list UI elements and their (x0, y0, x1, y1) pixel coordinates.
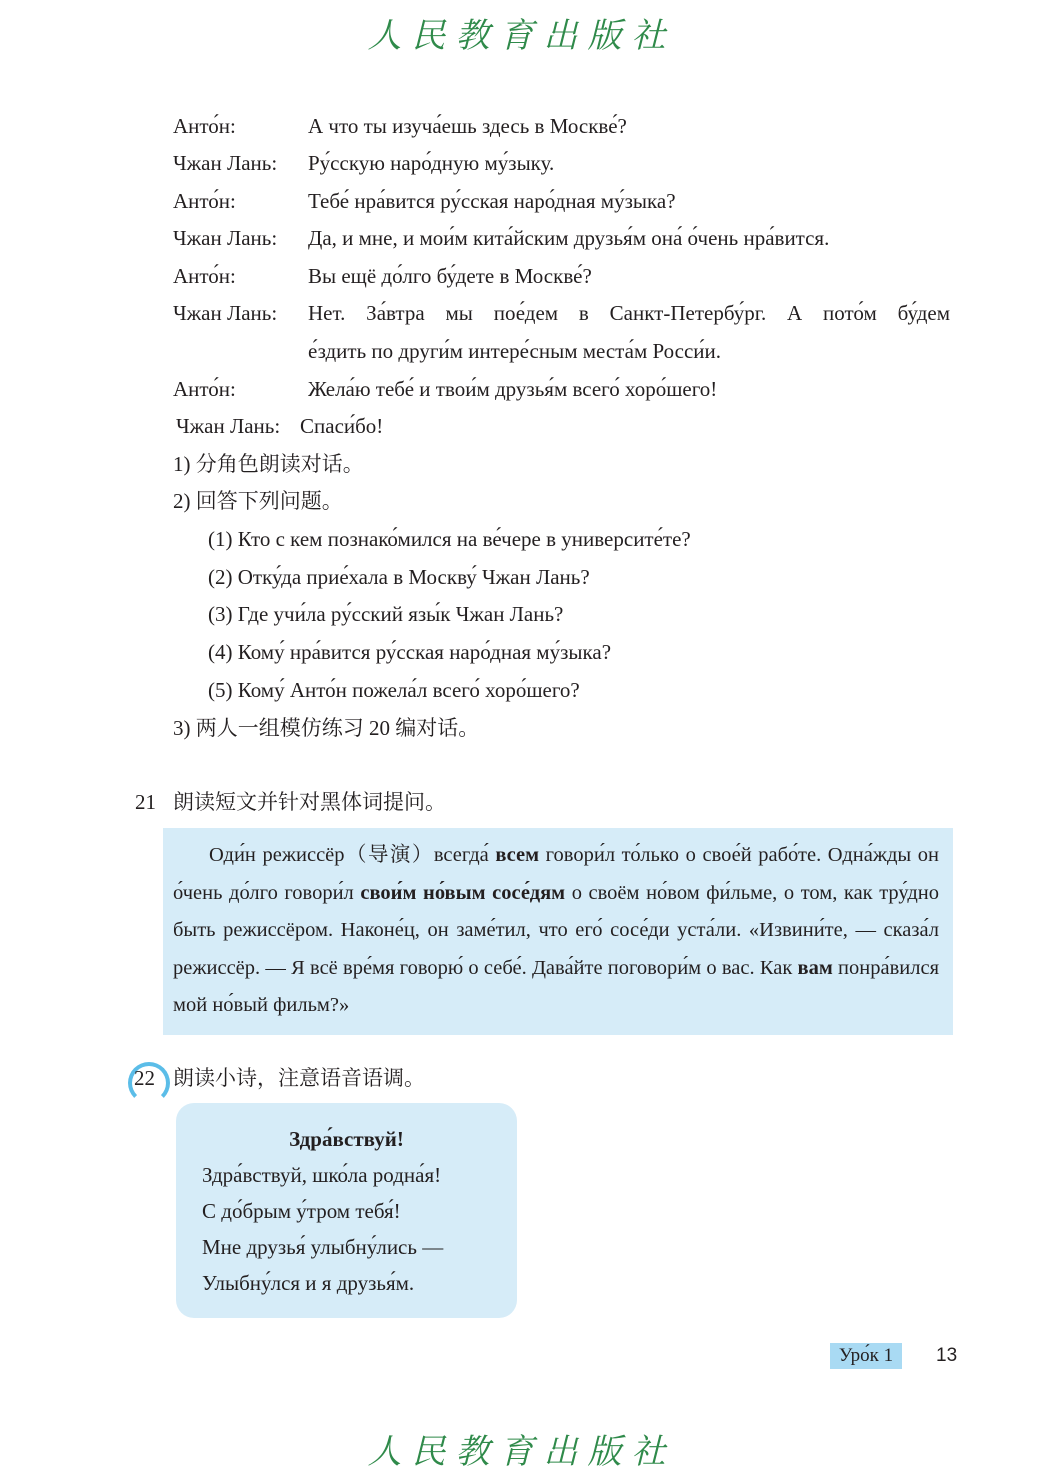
exercise-21-title: 朗读短文并针对黑体词提问。 (173, 790, 446, 814)
dialogue-line: Тебе́ нра́вится ру́сская наро́дная му́зыка? (308, 189, 676, 213)
dialogue-line: Спаси́бо! (300, 414, 384, 438)
task-3: 3) 两人一组模仿练习 20 编对话。 (173, 716, 480, 740)
reading-passage (163, 828, 953, 1025)
dialogue-speaker: Чжан Лань: (176, 414, 281, 438)
task-2: 2) 回答下列问题。 (173, 489, 343, 513)
task-1: 1) 分角色朗读对话。 (173, 452, 364, 476)
passage-text: Оди́н режиссёр（导演）всегда́ (209, 844, 496, 866)
dialogue-speaker: Чжан Лань: (173, 226, 278, 250)
dialogue-speaker: Анто́н: (173, 377, 236, 401)
dialogue-speaker: Анто́н: (173, 189, 236, 213)
exercise-22-number: 22 (134, 1066, 155, 1090)
exercise-22-title: 朗读小诗，注意语音语调。 (173, 1066, 425, 1090)
reading-passage-box (163, 828, 953, 1035)
question-item: (4) Кому́ нра́вится ру́сская наро́дная му́зыка? (208, 640, 612, 665)
dialogue-speaker: Чжан Лань: (173, 151, 278, 175)
passage-text: о своём но́вом фи́льме, о том, как тру́дно быть режиссёром. Наконе́ц, он заме́тил, что его́ сосе́ди уста́ли. «Извини́те, — сказа́л режиссёр. — Я всё вре́мя говорю́ о себе́. Дава́йте поговори́м о вас. Как (173, 881, 940, 979)
page-number: 13 (936, 1345, 958, 1366)
poem-line: С до́брым у́тром тебя́! (202, 1199, 401, 1223)
poem-line: Мне друзья́ улыбну́лись — (202, 1235, 444, 1259)
question-item: (1) Кто с кем познако́мился на ве́чере в университе́те? (208, 527, 691, 551)
poem-line: Здра́вствуй, шко́ла родна́я! (202, 1163, 442, 1187)
question-item: (2) Отку́да прие́хала в Москву́ Чжан Лань? (208, 564, 590, 589)
dialogue-line: Жела́ю тебе́ и твои́м друзья́м всего́ хоро́шего! (308, 377, 718, 401)
dialogue-line: Нет. За́втра мы пое́дем в Санкт-Петербу́рг. А пото́м бу́дем (308, 301, 950, 325)
question-item: (5) Кому́ Анто́н пожела́л всего́ хоро́шего? (208, 677, 580, 702)
poem-title: Здра́вствуй! (289, 1127, 404, 1151)
dialogue-line: Вы ещё до́лго бу́дете в Москве́? (308, 264, 592, 288)
publisher-logo-footer: 人民教育出版社 (367, 1432, 676, 1472)
poem-box (176, 1103, 517, 1318)
bold-word: вам (797, 956, 833, 979)
dialogue-line: Да, и мне, и мои́м кита́йским друзья́м она́ о́чень нра́вится. (308, 226, 830, 250)
passage-text: говори́л то́лько о свое́й рабо́те. Одна́жды он о́чень до́лго говори́л (173, 844, 940, 904)
bold-word: свои́м но́вым сосе́дям (360, 881, 566, 904)
dialogue-speaker: Чжан Лань: (173, 301, 278, 325)
bold-word: всем (495, 844, 540, 866)
passage-text: понра́вился мой но́вый фильм?» (173, 956, 940, 1017)
lesson-badge: Уро́к 1 (830, 1343, 902, 1369)
dialogue-line: А что ты изуча́ешь здесь в Москве́? (308, 114, 627, 138)
dialogue-speaker: Анто́н: (173, 264, 236, 288)
dialogue-speaker: Анто́н: (173, 114, 236, 138)
dialogue-line: Ру́сскую наро́дную му́зыку. (308, 151, 555, 175)
poem-line: Улыбну́лся и я друзья́м. (202, 1271, 415, 1295)
dialogue-line: е́здить по други́м интере́сным места́м Росси́и. (308, 339, 722, 363)
exercise-21-number: 21 (135, 790, 156, 814)
publisher-logo: 人民教育出版社 (367, 16, 676, 56)
question-item: (3) Где учи́ла ру́сский язы́к Чжан Лань? (208, 602, 564, 627)
